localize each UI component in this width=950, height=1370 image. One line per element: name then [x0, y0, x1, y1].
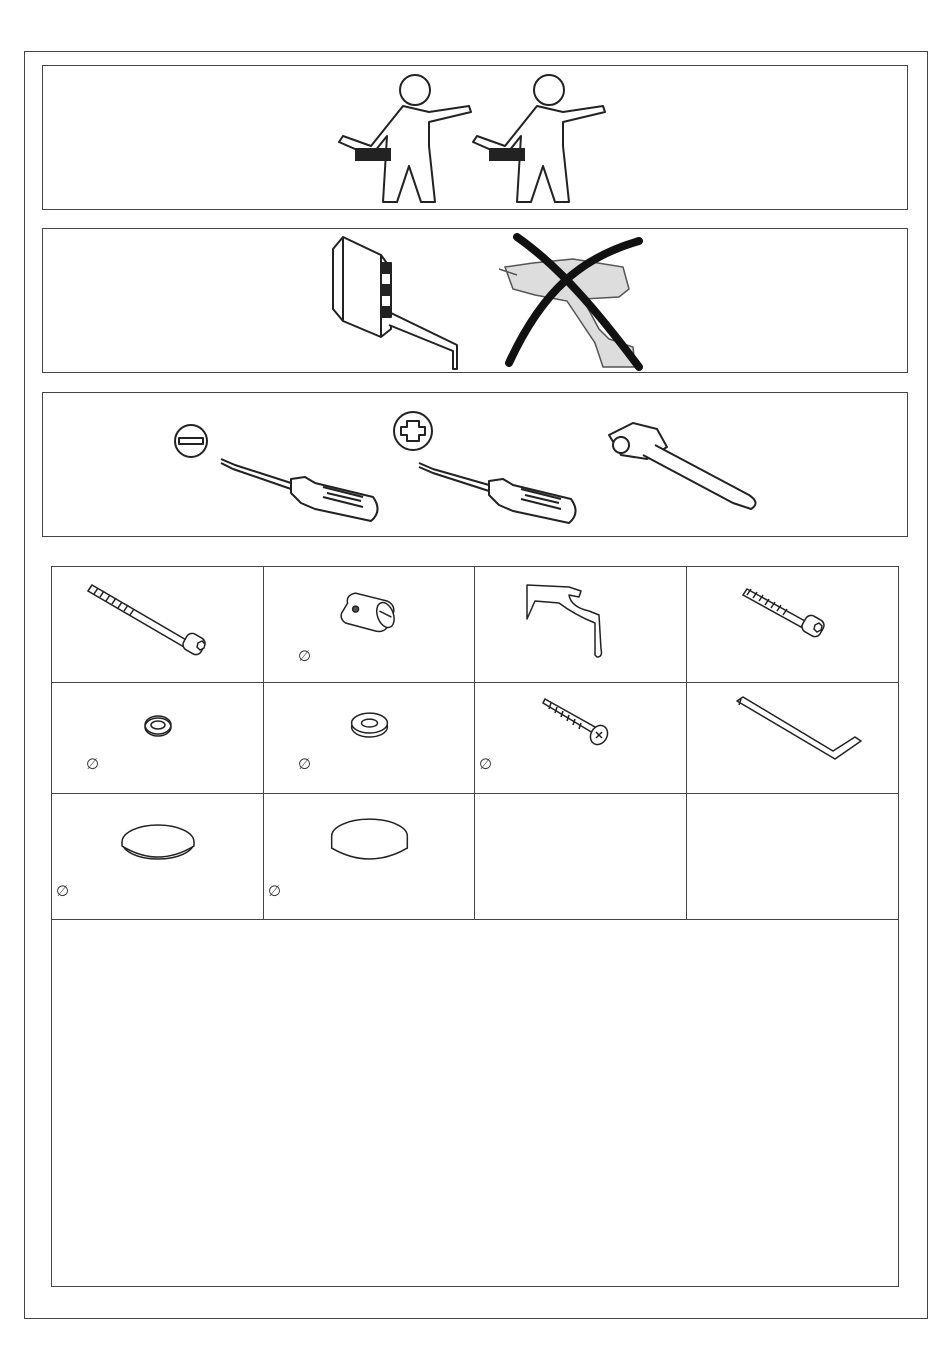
- part-cell: [52, 794, 264, 920]
- rubber-mallet-icon: [609, 423, 756, 509]
- spring-washer-icon: [52, 683, 264, 794]
- flathead-screwdriver-icon: [175, 425, 378, 521]
- measuring-and-no-drill-panel: [42, 228, 908, 373]
- barrel-nut-icon: [264, 567, 475, 683]
- hand-tools-illustration: [43, 393, 909, 538]
- tools-required-illustration: [43, 229, 909, 374]
- hand-tools-panel: [42, 392, 908, 537]
- part-cell: [475, 567, 687, 683]
- part-cell: [264, 794, 475, 920]
- bracket-clip-icon: [475, 567, 687, 683]
- hardware-parts-grid: [51, 566, 899, 1287]
- diameter-symbol: ∅: [86, 755, 100, 773]
- diameter-symbol: ∅: [298, 755, 312, 773]
- flat-washer-icon: [264, 683, 475, 794]
- person-carrying-icon: [473, 75, 605, 202]
- power-drill-prohibited-icon: [499, 237, 639, 367]
- thin-cover-cap-icon: [52, 794, 264, 920]
- diameter-symbol: ∅: [298, 647, 312, 665]
- part-cell: [687, 794, 899, 920]
- part-cell: [475, 683, 687, 794]
- diameter-symbol: ∅: [479, 755, 493, 773]
- long-bolt-icon: [52, 567, 264, 683]
- part-cell: [687, 567, 899, 683]
- diameter-symbol: ∅: [56, 882, 70, 900]
- two-person-assembly-panel: [42, 65, 908, 210]
- wood-screw-icon: [475, 683, 687, 794]
- part-cell: [264, 683, 475, 794]
- thick-cover-cap-icon: [264, 794, 475, 920]
- phillips-screwdriver-icon: [394, 412, 576, 523]
- part-cell: [52, 567, 264, 683]
- person-carrying-icon: [339, 75, 471, 202]
- allen-key-icon: [687, 683, 899, 794]
- part-cell: [52, 683, 264, 794]
- two-person-illustration: [43, 66, 909, 211]
- part-cell: [475, 794, 687, 920]
- diameter-symbol: ∅: [268, 882, 282, 900]
- part-cell: [687, 683, 899, 794]
- short-bolt-icon: [687, 567, 899, 683]
- tape-measure-icon: [333, 237, 457, 369]
- part-cell: [264, 567, 475, 683]
